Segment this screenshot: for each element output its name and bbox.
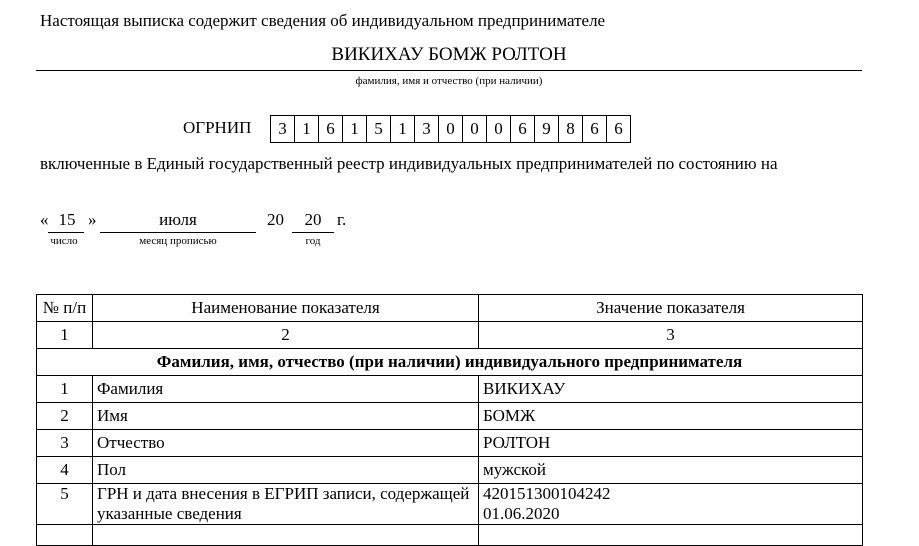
row-number: 2 <box>37 403 93 430</box>
full-name-caption: фамилия, имя и отчество (при наличии) <box>355 75 543 87</box>
ogrnip-digit: 9 <box>534 115 559 143</box>
table-row <box>37 484 863 525</box>
column-header-indicator: Наименование показателя <box>93 295 479 322</box>
table-section-row <box>37 349 863 376</box>
row-number: 5 <box>37 484 93 525</box>
grn-number: 420151300104242 <box>483 484 611 503</box>
column-header-number: № п/п <box>37 295 93 322</box>
ogrnip-digit: 8 <box>558 115 583 143</box>
ogrnip-digit: 6 <box>510 115 535 143</box>
ogrnip-digit: 6 <box>318 115 343 143</box>
column-header-value: Значение показателя <box>479 295 863 322</box>
date-year-underline <box>292 232 334 233</box>
row-number: 1 <box>37 376 93 403</box>
ogrnip-digit: 0 <box>438 115 463 143</box>
grn-date: 01.06.2020 <box>483 504 560 523</box>
ogrnip-digit: 0 <box>486 115 511 143</box>
row-indicator-name: Пол <box>93 457 479 484</box>
date-century: 20 <box>267 210 284 229</box>
table-row-partial <box>37 525 863 546</box>
row-indicator-value: ВИКИХАУ <box>479 376 863 403</box>
ogrnip-digit: 3 <box>270 115 295 143</box>
extract-intro-text: Настоящая выписка содержит сведения об индивидуальном предпринимателе <box>40 11 606 30</box>
ogrnip-digit: 3 <box>414 115 439 143</box>
date-day-caption: число <box>50 235 78 247</box>
date-year: 20 <box>304 210 322 229</box>
row-indicator-value <box>479 484 863 525</box>
full-name-underline <box>36 70 862 71</box>
date-quote-close: » <box>88 210 97 229</box>
section-title: Фамилия, имя, отчество (при наличии) индивидуального предпринимателя <box>37 349 863 376</box>
column-number: 2 <box>93 322 479 349</box>
extract-table <box>36 294 863 546</box>
table-column-number-row <box>37 322 863 349</box>
date-year-suffix: г. <box>337 210 347 229</box>
date-year-caption: год <box>305 235 321 247</box>
row-indicator-name: ГРН и дата внесения в ЕГРИП записи, содержащей указанные сведения <box>93 484 479 525</box>
ogrnip-digit-boxes <box>270 115 631 143</box>
table-header-row <box>37 295 863 322</box>
date-day-underline <box>48 232 84 233</box>
ogrnip-digit: 6 <box>606 115 631 143</box>
ogrnip-digit: 6 <box>582 115 607 143</box>
table-row <box>37 376 863 403</box>
row-number: 4 <box>37 457 93 484</box>
date-quote-open: « <box>40 210 49 229</box>
date-month-underline <box>100 232 256 233</box>
entrepreneur-full-name: ВИКИХАУ БОМЖ РОЛТОН <box>331 44 567 65</box>
row-indicator-name: Отчество <box>93 430 479 457</box>
registry-inclusion-text: включенные в Единый государственный реестр индивидуальных предпринимателей по состоянию на <box>40 154 778 173</box>
row-number: 3 <box>37 430 93 457</box>
table-row <box>37 403 863 430</box>
ogrnip-digit: 1 <box>390 115 415 143</box>
ogrnip-digit: 1 <box>342 115 367 143</box>
ogrnip-digit: 5 <box>366 115 391 143</box>
column-number: 1 <box>37 322 93 349</box>
date-month-caption: месяц прописью <box>139 235 217 247</box>
row-indicator-value: БОМЖ <box>479 403 863 430</box>
table-row <box>37 430 863 457</box>
row-indicator-name: Фамилия <box>93 376 479 403</box>
table-row <box>37 457 863 484</box>
column-number: 3 <box>479 322 863 349</box>
ogrnip-digit: 0 <box>462 115 487 143</box>
row-indicator-name: Имя <box>93 403 479 430</box>
ogrnip-digit: 1 <box>294 115 319 143</box>
ogrnip-label: ОГРНИП <box>183 118 252 137</box>
row-indicator-value: мужской <box>479 457 863 484</box>
date-day: 15 <box>58 210 76 229</box>
date-month: июля <box>159 210 197 229</box>
row-indicator-value: РОЛТОН <box>479 430 863 457</box>
